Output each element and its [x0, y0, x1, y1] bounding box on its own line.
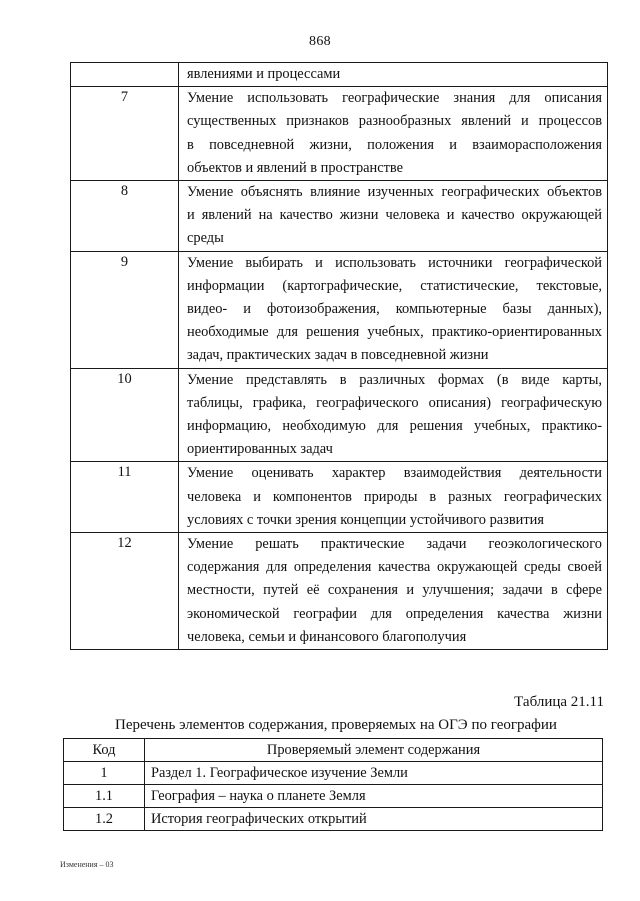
element-code-cell: 1 [64, 762, 145, 785]
skill-code-cell: 7 [71, 87, 179, 181]
skill-code-cell: 8 [71, 181, 179, 252]
skill-code-cell: 11 [71, 462, 179, 533]
skill-description-line: таблицы, графика, географического описания) географическую [187, 394, 602, 411]
skill-description-line: человека, семьи и финансового благополучия [187, 628, 467, 645]
skill-code-cell: 9 [71, 251, 179, 368]
skill-description-cell [179, 533, 608, 650]
element-text-cell: История географических открытий [145, 808, 603, 831]
content-table-body [64, 762, 603, 831]
skill-description-cell [179, 368, 608, 462]
table-row [71, 462, 608, 533]
skill-description-line: местности, путей её сохранения и улучшения; задачи в сфере [187, 582, 602, 599]
skill-description-line: Умение объяснять влияние изученных географических объектов [187, 184, 602, 201]
table-row [64, 762, 603, 785]
skill-description-cell [179, 63, 608, 87]
skill-description-line: условиях с точки зрения концепции устойчивого развития [187, 511, 544, 528]
table-row [71, 63, 608, 87]
table-caption: Перечень элементов содержания, проверяемых на ОГЭ по географии [115, 717, 557, 733]
skill-description-line: существенных признаков разнообразных явлений и процессов [187, 113, 602, 130]
skill-description-line: информации (картографические, статистические, текстовые, [187, 277, 602, 294]
column-header-element: Проверяемый элемент содержания [145, 739, 603, 762]
skill-description-line: задач, практических задач в повседневной жизни [187, 347, 489, 364]
skill-description-line: человека и компонентов природы в разных географических [187, 488, 602, 505]
skill-description-line: содержания для определения качества окружающей среды своей [187, 559, 602, 576]
footer-revision-note: Изменения – 03 [60, 860, 114, 869]
skill-code-cell [71, 63, 179, 87]
element-code-cell: 1.2 [64, 808, 145, 831]
table-row [71, 533, 608, 650]
table-label: Таблица 21.11 [514, 694, 604, 710]
table-header-row [64, 739, 603, 762]
skill-description-line: в повседневной жизни, положения и взаиморасположения [187, 136, 602, 153]
table-row [71, 251, 608, 368]
skill-description-line: необходимые для решения учебных, практико-ориентированных [187, 324, 602, 341]
skill-code-cell: 10 [71, 368, 179, 462]
skill-description-cell [179, 87, 608, 181]
skill-description-line: информацию, необходимую для решения учебных, практико- [187, 418, 602, 435]
skill-description-line: Умение решать практические задачи геоэкологического [187, 536, 602, 553]
table-row [64, 785, 603, 808]
element-text-cell: Раздел 1. Географическое изучение Земли [145, 762, 603, 785]
page-number: 868 [309, 34, 331, 49]
skill-code-cell: 12 [71, 533, 179, 650]
skill-description-line: ориентированных задач [187, 441, 333, 458]
skill-description-cell [179, 181, 608, 252]
skill-description-cell [179, 251, 608, 368]
table-row [71, 87, 608, 181]
skill-description-line: Умение использовать географические знания для описания [187, 90, 602, 107]
skill-description-cell [179, 462, 608, 533]
skill-description-line: явлениями и процессами [187, 66, 341, 82]
skill-description-line: и явлений на качество жизни человека и качество окружающей [187, 207, 602, 224]
content-elements-table [63, 738, 603, 831]
skill-description-line: видео- и фотоизображения, компьютерные базы данных), [187, 301, 602, 318]
element-text-cell: География – наука о планете Земля [145, 785, 603, 808]
table-row [71, 181, 608, 252]
skill-description-line: Умение представлять в различных формах (в виде карты, [187, 371, 602, 388]
skill-description-line: Умение выбирать и использовать источники географической [187, 254, 602, 271]
column-header-code: Код [64, 739, 145, 762]
skill-description-line: экономической географии для определения качества жизни [187, 605, 602, 622]
table-row [64, 808, 603, 831]
skill-description-line: объектов и явлений в пространстве [187, 159, 404, 176]
skill-description-line: Умение оценивать характер взаимодействия деятельности [187, 465, 602, 482]
table-row [71, 368, 608, 462]
skills-table [70, 62, 608, 650]
skill-description-line: среды [187, 230, 224, 247]
element-code-cell: 1.1 [64, 785, 145, 808]
skills-table-body [71, 63, 608, 650]
